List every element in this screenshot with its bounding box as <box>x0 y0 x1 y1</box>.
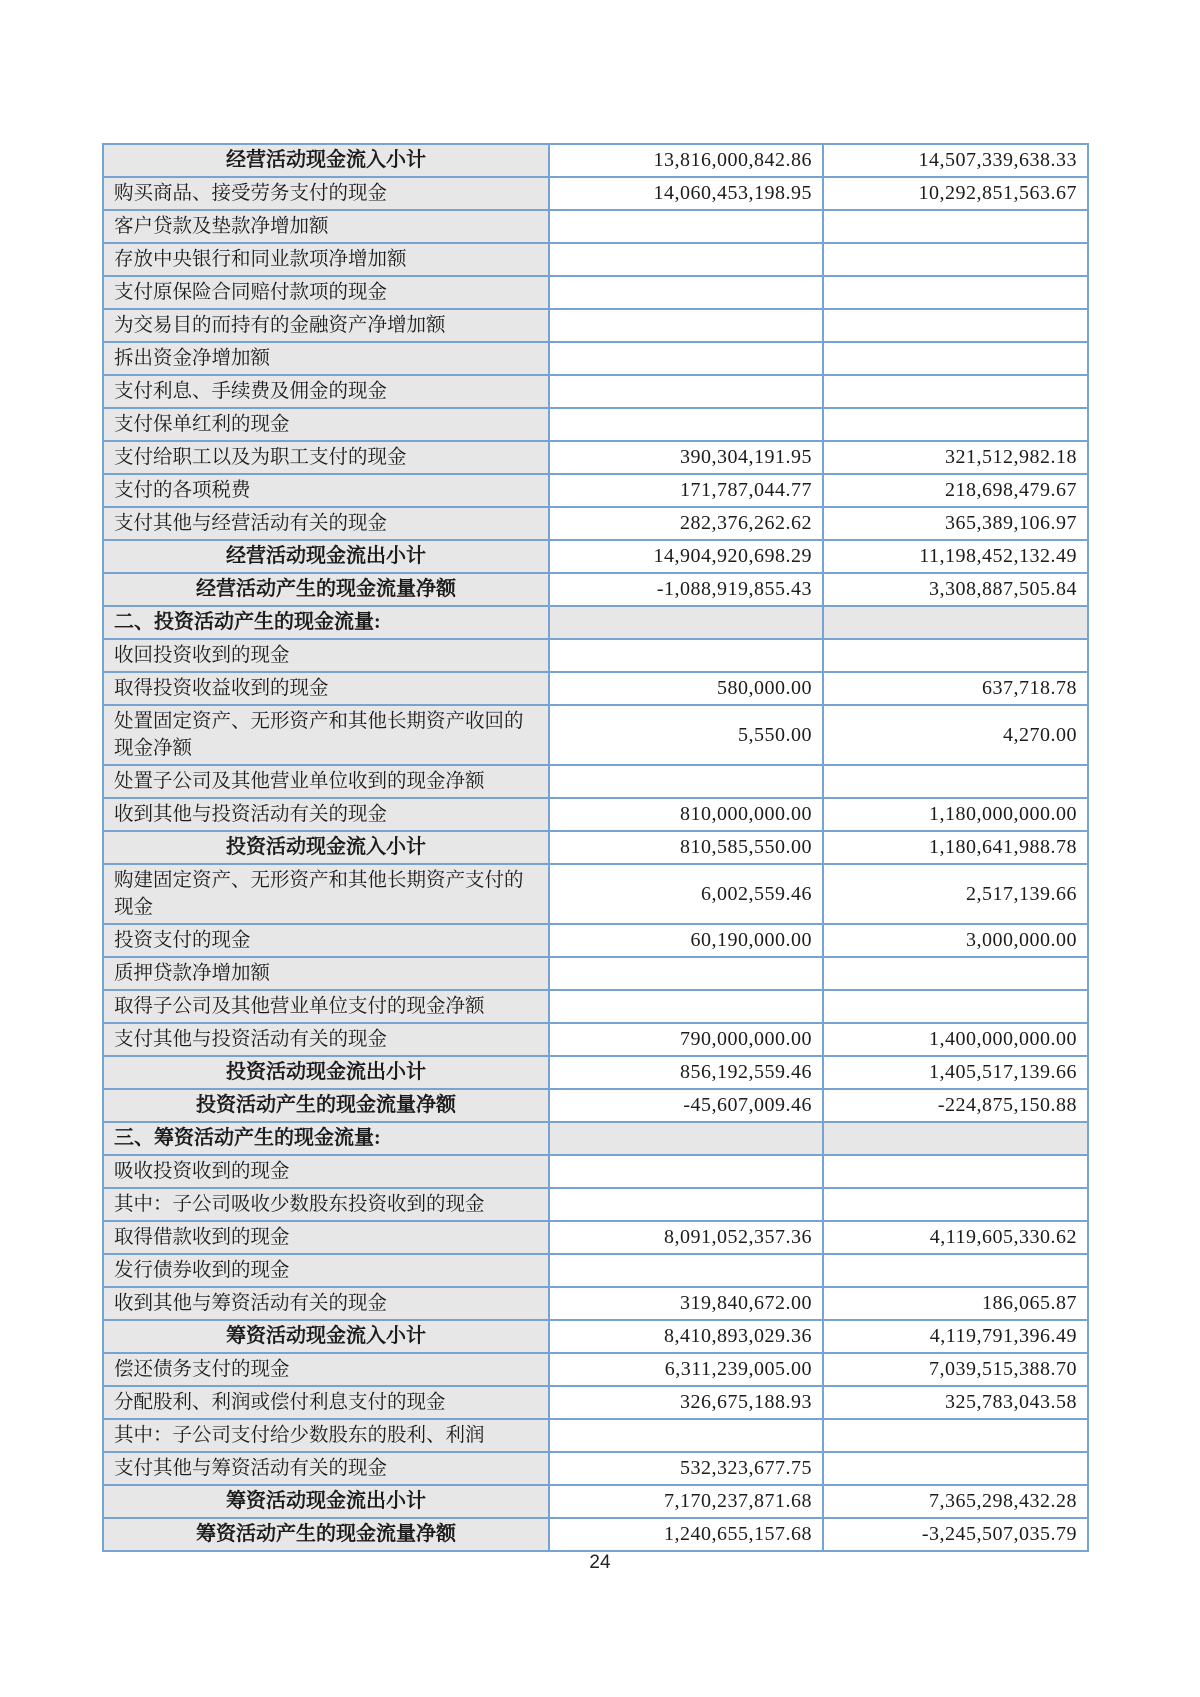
current-period-value <box>549 639 823 672</box>
table-row <box>103 1254 1088 1287</box>
current-period-value: 5,550.00 <box>549 705 823 765</box>
current-period-value <box>549 210 823 243</box>
table-row <box>103 765 1088 798</box>
prior-period-value <box>823 1155 1088 1188</box>
current-period-value <box>549 765 823 798</box>
table-row <box>103 276 1088 309</box>
row-label: 收到其他与投资活动有关的现金 <box>103 798 549 831</box>
row-label: 投资支付的现金 <box>103 924 549 957</box>
current-period-value: 282,376,262.62 <box>549 507 823 540</box>
table-row <box>103 573 1088 606</box>
table-row <box>103 243 1088 276</box>
page-number: 24 <box>589 1552 611 1573</box>
row-label: 筹资活动现金流出小计 <box>103 1485 549 1518</box>
current-period-value: 1,240,655,157.68 <box>549 1518 823 1551</box>
table-row <box>103 1320 1088 1353</box>
current-period-value: 810,000,000.00 <box>549 798 823 831</box>
current-period-value: 580,000.00 <box>549 672 823 705</box>
row-label: 客户贷款及垫款净增加额 <box>103 210 549 243</box>
prior-period-value: 637,718.78 <box>823 672 1088 705</box>
table-row <box>103 924 1088 957</box>
prior-period-value: 7,365,298,432.28 <box>823 1485 1088 1518</box>
current-period-value <box>549 1122 823 1155</box>
prior-period-value <box>823 957 1088 990</box>
current-period-value: -1,088,919,855.43 <box>549 573 823 606</box>
prior-period-value <box>823 765 1088 798</box>
row-label: 支付的各项税费 <box>103 474 549 507</box>
row-label: 支付其他与投资活动有关的现金 <box>103 1023 549 1056</box>
cash-flow-table <box>102 143 1089 1552</box>
prior-period-value: 1,405,517,139.66 <box>823 1056 1088 1089</box>
row-label: 支付给职工以及为职工支付的现金 <box>103 441 549 474</box>
prior-period-value: -224,875,150.88 <box>823 1089 1088 1122</box>
current-period-value: 6,311,239,005.00 <box>549 1353 823 1386</box>
row-label: 经营活动现金流出小计 <box>103 540 549 573</box>
prior-period-value: 3,308,887,505.84 <box>823 573 1088 606</box>
row-label: 筹资活动产生的现金流量净额 <box>103 1518 549 1551</box>
prior-period-value <box>823 309 1088 342</box>
cash-flow-statement <box>102 143 1087 1552</box>
current-period-value <box>549 342 823 375</box>
current-period-value: 6,002,559.46 <box>549 864 823 924</box>
prior-period-value <box>823 243 1088 276</box>
row-label: 吸收投资收到的现金 <box>103 1155 549 1188</box>
table-row <box>103 1155 1088 1188</box>
current-period-value <box>549 309 823 342</box>
prior-period-value <box>823 1122 1088 1155</box>
cash-flow-table-body <box>103 144 1088 1551</box>
table-row <box>103 177 1088 210</box>
table-row <box>103 1419 1088 1452</box>
row-label: 支付原保险合同赔付款项的现金 <box>103 276 549 309</box>
row-label: 购建固定资产、无形资产和其他长期资产支付的现金 <box>103 864 549 924</box>
current-period-value <box>549 990 823 1023</box>
table-row <box>103 1056 1088 1089</box>
current-period-value: -45,607,009.46 <box>549 1089 823 1122</box>
row-label: 投资活动产生的现金流量净额 <box>103 1089 549 1122</box>
table-row <box>103 1353 1088 1386</box>
prior-period-value <box>823 1254 1088 1287</box>
current-period-value: 60,190,000.00 <box>549 924 823 957</box>
table-row <box>103 408 1088 441</box>
prior-period-value: 218,698,479.67 <box>823 474 1088 507</box>
row-label: 其中：子公司吸收少数股东投资收到的现金 <box>103 1188 549 1221</box>
row-label: 质押贷款净增加额 <box>103 957 549 990</box>
prior-period-value: 1,400,000,000.00 <box>823 1023 1088 1056</box>
row-label: 偿还债务支付的现金 <box>103 1353 549 1386</box>
row-label: 分配股利、利润或偿付利息支付的现金 <box>103 1386 549 1419</box>
table-row <box>103 1518 1088 1551</box>
row-label: 支付保单红利的现金 <box>103 408 549 441</box>
prior-period-value <box>823 342 1088 375</box>
row-label: 存放中央银行和同业款项净增加额 <box>103 243 549 276</box>
row-label: 三、筹资活动产生的现金流量: <box>103 1122 549 1155</box>
table-row <box>103 990 1088 1023</box>
current-period-value: 326,675,188.93 <box>549 1386 823 1419</box>
table-row <box>103 1452 1088 1485</box>
row-label: 支付利息、手续费及佣金的现金 <box>103 375 549 408</box>
table-row <box>103 309 1088 342</box>
row-label: 投资活动现金流出小计 <box>103 1056 549 1089</box>
current-period-value: 13,816,000,842.86 <box>549 144 823 177</box>
table-row <box>103 1188 1088 1221</box>
table-row <box>103 507 1088 540</box>
row-label: 取得投资收益收到的现金 <box>103 672 549 705</box>
row-label: 投资活动现金流入小计 <box>103 831 549 864</box>
table-row <box>103 210 1088 243</box>
prior-period-value: 325,783,043.58 <box>823 1386 1088 1419</box>
current-period-value <box>549 606 823 639</box>
row-label: 支付其他与筹资活动有关的现金 <box>103 1452 549 1485</box>
row-label: 收回投资收到的现金 <box>103 639 549 672</box>
table-row <box>103 342 1088 375</box>
current-period-value <box>549 1188 823 1221</box>
row-label: 取得借款收到的现金 <box>103 1221 549 1254</box>
prior-period-value: 1,180,641,988.78 <box>823 831 1088 864</box>
prior-period-value: 10,292,851,563.67 <box>823 177 1088 210</box>
row-label: 经营活动现金流入小计 <box>103 144 549 177</box>
prior-period-value: 3,000,000.00 <box>823 924 1088 957</box>
current-period-value <box>549 276 823 309</box>
row-label: 筹资活动现金流入小计 <box>103 1320 549 1353</box>
current-period-value: 8,091,052,357.36 <box>549 1221 823 1254</box>
table-row <box>103 1386 1088 1419</box>
table-row <box>103 1023 1088 1056</box>
table-row <box>103 144 1088 177</box>
table-row <box>103 639 1088 672</box>
prior-period-value: 321,512,982.18 <box>823 441 1088 474</box>
prior-period-value: 365,389,106.97 <box>823 507 1088 540</box>
prior-period-value <box>823 606 1088 639</box>
row-label: 收到其他与筹资活动有关的现金 <box>103 1287 549 1320</box>
table-row <box>103 831 1088 864</box>
table-row <box>103 798 1088 831</box>
prior-period-value: 4,270.00 <box>823 705 1088 765</box>
current-period-value: 14,904,920,698.29 <box>549 540 823 573</box>
current-period-value: 532,323,677.75 <box>549 1452 823 1485</box>
prior-period-value <box>823 990 1088 1023</box>
current-period-value <box>549 957 823 990</box>
current-period-value: 810,585,550.00 <box>549 831 823 864</box>
table-row <box>103 705 1088 765</box>
table-row <box>103 375 1088 408</box>
table-row <box>103 1485 1088 1518</box>
prior-period-value <box>823 210 1088 243</box>
row-label: 拆出资金净增加额 <box>103 342 549 375</box>
row-label: 经营活动产生的现金流量净额 <box>103 573 549 606</box>
table-row <box>103 606 1088 639</box>
row-label: 处置子公司及其他营业单位收到的现金净额 <box>103 765 549 798</box>
prior-period-value <box>823 1188 1088 1221</box>
current-period-value: 171,787,044.77 <box>549 474 823 507</box>
current-period-value: 14,060,453,198.95 <box>549 177 823 210</box>
current-period-value <box>549 375 823 408</box>
table-row <box>103 1287 1088 1320</box>
current-period-value: 7,170,237,871.68 <box>549 1485 823 1518</box>
prior-period-value <box>823 1452 1088 1485</box>
row-label: 为交易目的而持有的金融资产净增加额 <box>103 309 549 342</box>
row-label: 发行债券收到的现金 <box>103 1254 549 1287</box>
table-row <box>103 672 1088 705</box>
row-label: 其中：子公司支付给少数股东的股利、利润 <box>103 1419 549 1452</box>
prior-period-value: 4,119,605,330.62 <box>823 1221 1088 1254</box>
prior-period-value <box>823 1419 1088 1452</box>
prior-period-value <box>823 408 1088 441</box>
table-row <box>103 957 1088 990</box>
row-label: 二、投资活动产生的现金流量: <box>103 606 549 639</box>
table-row <box>103 1221 1088 1254</box>
current-period-value <box>549 1155 823 1188</box>
prior-period-value <box>823 639 1088 672</box>
prior-period-value: 1,180,000,000.00 <box>823 798 1088 831</box>
table-row <box>103 540 1088 573</box>
table-row <box>103 474 1088 507</box>
row-label: 支付其他与经营活动有关的现金 <box>103 507 549 540</box>
current-period-value <box>549 1254 823 1287</box>
current-period-value <box>549 1419 823 1452</box>
prior-period-value: 7,039,515,388.70 <box>823 1353 1088 1386</box>
current-period-value: 8,410,893,029.36 <box>549 1320 823 1353</box>
current-period-value <box>549 243 823 276</box>
prior-period-value <box>823 276 1088 309</box>
row-label: 取得子公司及其他营业单位支付的现金净额 <box>103 990 549 1023</box>
prior-period-value: -3,245,507,035.79 <box>823 1518 1088 1551</box>
prior-period-value: 4,119,791,396.49 <box>823 1320 1088 1353</box>
table-row <box>103 864 1088 924</box>
prior-period-value: 186,065.87 <box>823 1287 1088 1320</box>
current-period-value: 390,304,191.95 <box>549 441 823 474</box>
row-label: 购买商品、接受劳务支付的现金 <box>103 177 549 210</box>
prior-period-value: 11,198,452,132.49 <box>823 540 1088 573</box>
prior-period-value <box>823 375 1088 408</box>
current-period-value <box>549 408 823 441</box>
current-period-value: 790,000,000.00 <box>549 1023 823 1056</box>
prior-period-value: 14,507,339,638.33 <box>823 144 1088 177</box>
table-row <box>103 1122 1088 1155</box>
row-label: 处置固定资产、无形资产和其他长期资产收回的现金净额 <box>103 705 549 765</box>
prior-period-value: 2,517,139.66 <box>823 864 1088 924</box>
current-period-value: 319,840,672.00 <box>549 1287 823 1320</box>
current-period-value: 856,192,559.46 <box>549 1056 823 1089</box>
table-row <box>103 1089 1088 1122</box>
table-row <box>103 441 1088 474</box>
